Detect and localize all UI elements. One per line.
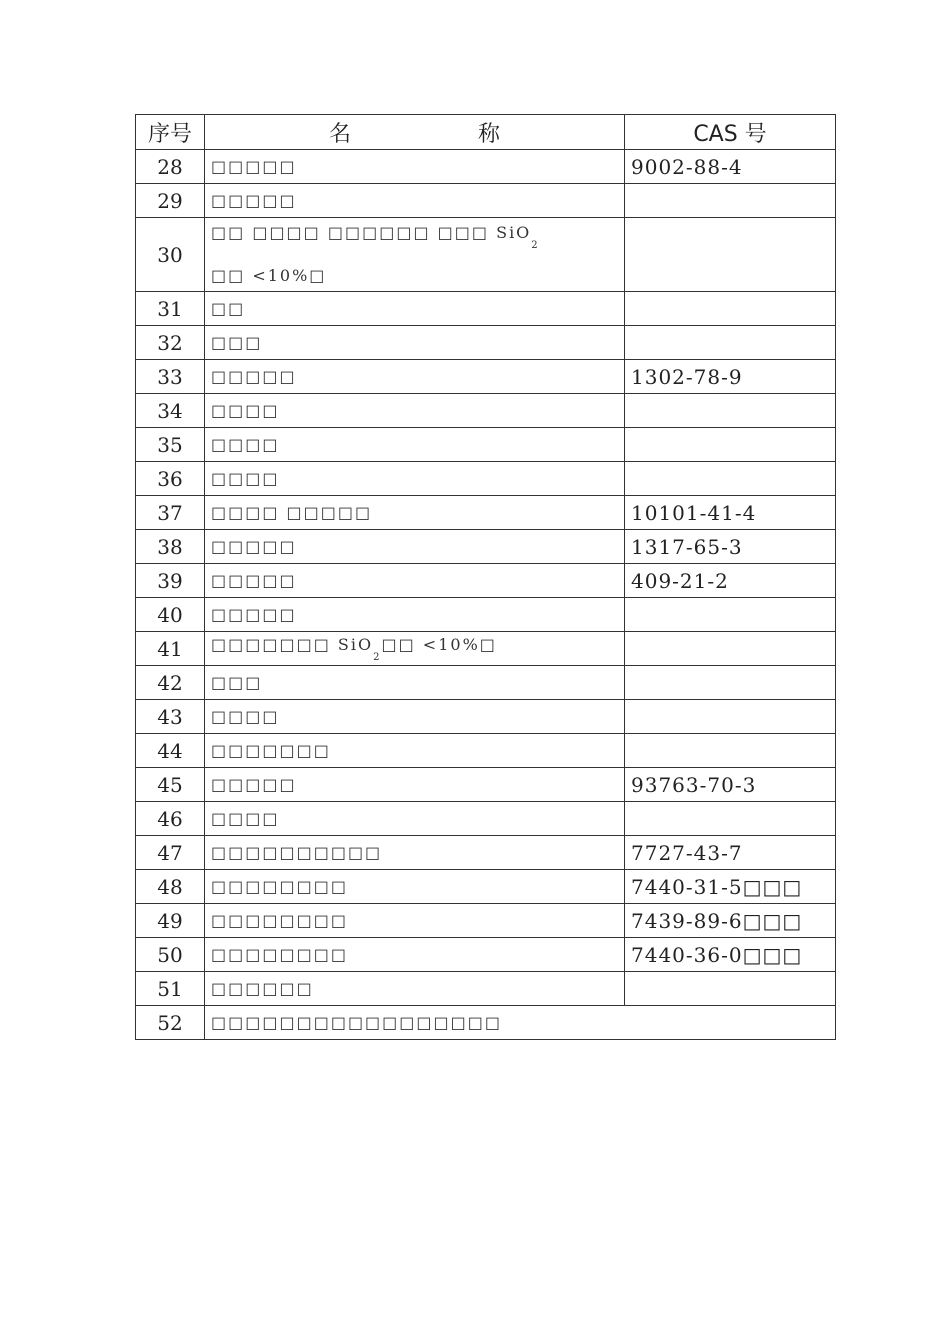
table-row [136,836,836,870]
substance-name: □□□□□ [205,150,625,184]
table-row [136,360,836,394]
cas-number [625,700,836,734]
substance-name: □□□□ [205,802,625,836]
table-row [136,700,836,734]
cas-number [625,802,836,836]
row-number: 30 [136,218,205,292]
substance-name: □□□□□□□□□□ [205,836,625,870]
header-serial-number: 序号 [136,115,205,150]
table-row [136,870,836,904]
table-row [136,632,836,666]
row-number: 37 [136,496,205,530]
row-number: 33 [136,360,205,394]
substance-name: □□□□ [205,462,625,496]
cas-number [625,292,836,326]
subscript: 2 [373,651,382,663]
table-row [136,184,836,218]
table-header-row [136,115,836,150]
row-number: 36 [136,462,205,496]
cas-number: 7439-89-6□□□ [625,904,836,938]
table-row [136,972,836,1006]
substance-name: □□□□□ [205,184,625,218]
cas-number [625,666,836,700]
cas-number: 10101-41-4 [625,496,836,530]
row-number: 41 [136,632,205,666]
table-row [136,598,836,632]
table-row [136,938,836,972]
cas-number [625,218,836,292]
row-number: 43 [136,700,205,734]
substance-name: □□□□□ [205,530,625,564]
substance-name [205,632,625,666]
cas-number [625,326,836,360]
cas-number [625,394,836,428]
table-row [136,666,836,700]
row-number: 52 [136,1006,205,1040]
cas-number [625,972,836,1006]
substance-table [135,114,836,1040]
table-row [136,292,836,326]
row-number: 51 [136,972,205,1006]
substance-name: □□□ [205,326,625,360]
substance-name: □□□ [205,666,625,700]
substance-name: □□□□□ [205,360,625,394]
row-number: 28 [136,150,205,184]
substance-name-line-2: □□ <10%□ [211,266,327,285]
table-row [136,564,836,598]
subscript: 2 [531,240,540,251]
substance-name: □□□□ [205,700,625,734]
substance-name: □□□□□□ [205,972,625,1006]
row-number: 35 [136,428,205,462]
table-row [136,1006,836,1040]
table-row [136,218,836,292]
substance-name-tail: □□ <10%□ [381,634,497,654]
cas-number: 1302-78-9 [625,360,836,394]
table-row [136,394,836,428]
substance-name-line-1 [211,218,618,261]
table-row [136,530,836,564]
row-number: 34 [136,394,205,428]
row-number: 49 [136,904,205,938]
cas-number [625,632,836,666]
cas-number [625,734,836,768]
row-number: 50 [136,938,205,972]
table-row [136,496,836,530]
substance-name: □□ [205,292,625,326]
table-row [136,428,836,462]
table-row [136,802,836,836]
cas-number [625,184,836,218]
table-row [136,904,836,938]
row-number: 29 [136,184,205,218]
cas-number [625,462,836,496]
cas-number: 409-21-2 [625,564,836,598]
row-number: 39 [136,564,205,598]
table-row [136,734,836,768]
table-row [136,150,836,184]
cas-number: 7440-31-5□□□ [625,870,836,904]
substance-name: □□□□□ [205,564,625,598]
table-row [136,462,836,496]
cas-number: 1317-65-3 [625,530,836,564]
row-number: 38 [136,530,205,564]
row-number: 31 [136,292,205,326]
cas-number [625,598,836,632]
substance-name: □□□□ [205,394,625,428]
header-name: 名 称 [205,115,625,150]
cas-number: 93763-70-3 [625,768,836,802]
table-row [136,326,836,360]
cas-number: 7440-36-0□□□ [625,938,836,972]
substance-name: □□□□□□□□ [205,938,625,972]
row-number: 48 [136,870,205,904]
substance-name: □□□□□□□□ [205,870,625,904]
substance-name: □□□□ [205,428,625,462]
substance-name: □□□□□□□ [205,734,625,768]
cas-number [625,428,836,462]
row-number: 44 [136,734,205,768]
row-number: 40 [136,598,205,632]
substance-name [205,218,625,292]
substance-name: □□□□□ [205,598,625,632]
substance-name: □□□□ □□□□□ [205,496,625,530]
substance-name: □□□□□□□□□□□□□□□□□ [205,1006,836,1040]
substance-name-text: □□ □□□□ □□□□□□ □□□ SiO [211,223,532,242]
substance-name-text: □□□□□□□ SiO [211,634,374,654]
cas-number: 9002-88-4 [625,150,836,184]
substance-name: □□□□□ [205,768,625,802]
substance-name: □□□□□□□□ [205,904,625,938]
row-number: 32 [136,326,205,360]
table-row [136,768,836,802]
row-number: 46 [136,802,205,836]
row-number: 47 [136,836,205,870]
header-cas-number: CAS 号 [625,115,836,150]
row-number: 42 [136,666,205,700]
cas-number: 7727-43-7 [625,836,836,870]
row-number: 45 [136,768,205,802]
